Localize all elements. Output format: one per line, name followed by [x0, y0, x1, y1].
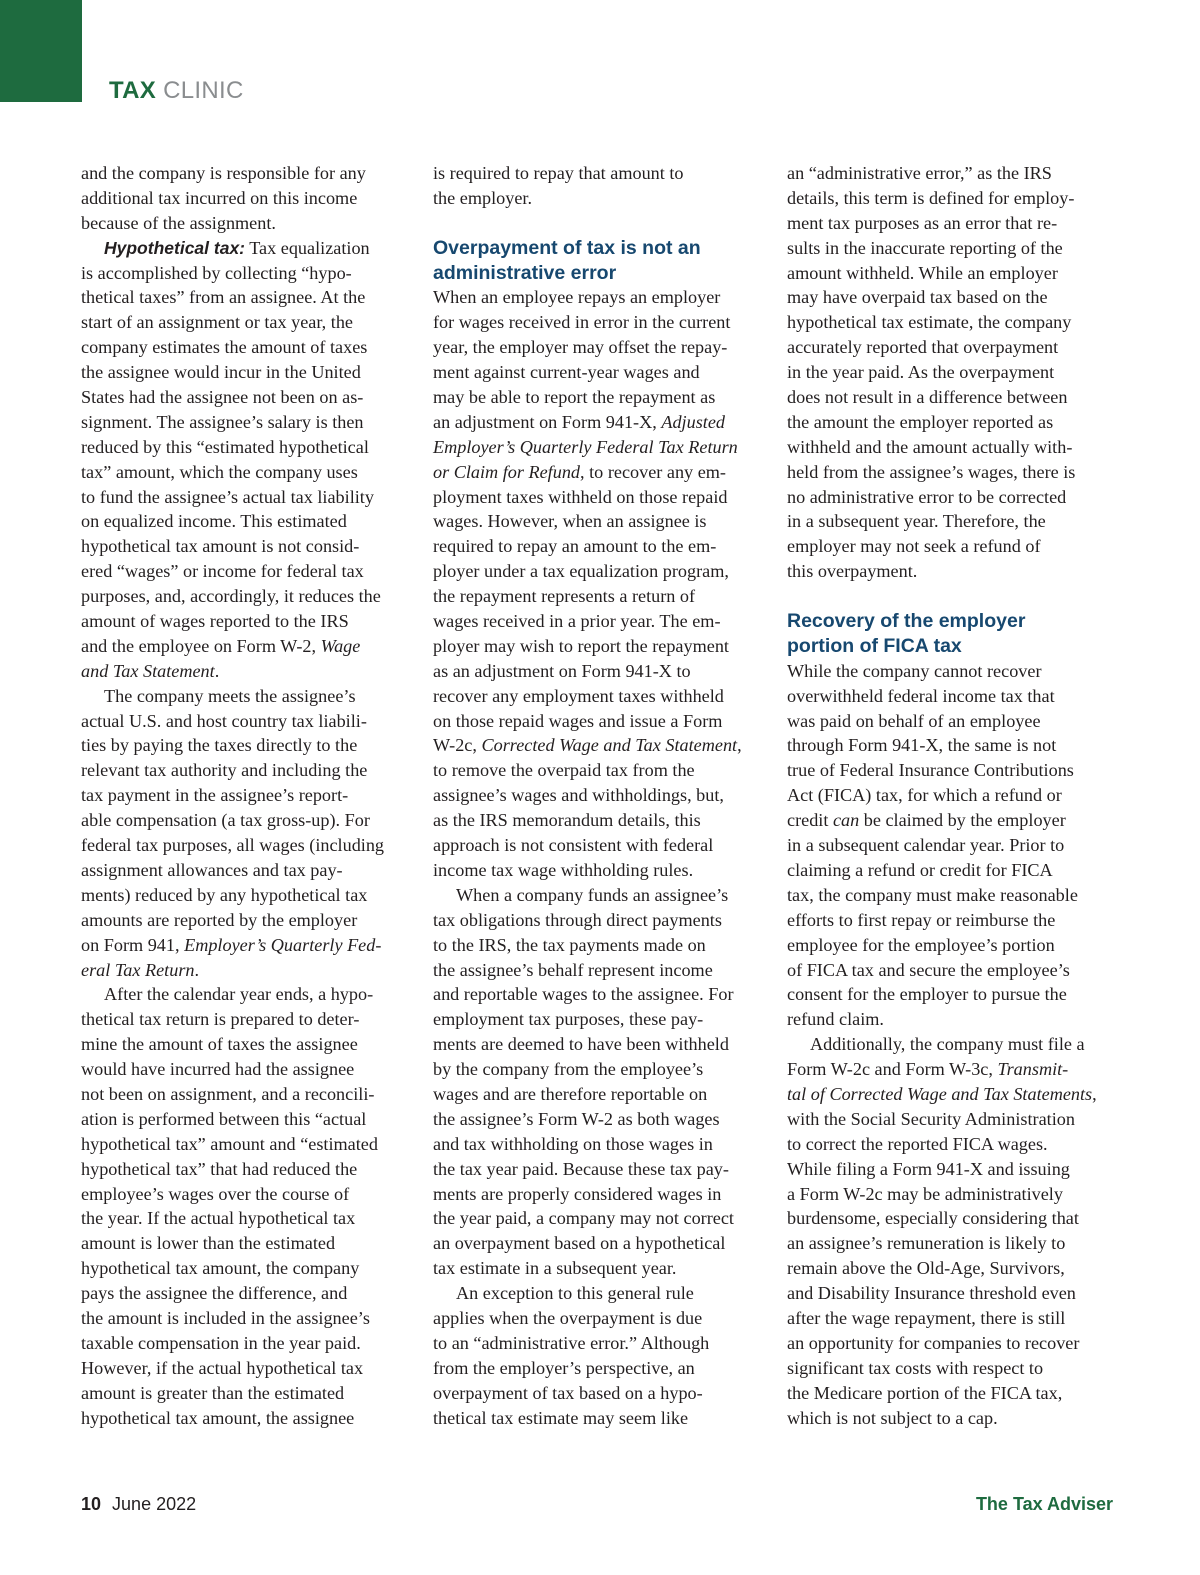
text-line: to the IRS, the tax payments made on	[433, 934, 706, 955]
text-line: details, this term is defined for employ-	[787, 187, 1075, 208]
text-line: may be able to report the repayment as	[433, 387, 716, 408]
text-line: does not result in a difference between	[787, 387, 1068, 408]
text-line: and Tax Statement.	[81, 660, 220, 681]
text-line: an “administrative error,” as the IRS	[787, 163, 1052, 183]
text-line: the assignee’s Form W-2 as both wages	[433, 1108, 720, 1129]
text-line: in the year paid. As the overpayment	[787, 362, 1055, 383]
text-line: hypothetical tax amount is not consid-	[81, 536, 360, 557]
text-line: because of the assignment.	[81, 212, 276, 233]
text-column-1	[81, 161, 411, 1430]
text-line: hypothetical tax” that had reduced the	[81, 1158, 358, 1179]
italic-title: and Tax Statement	[81, 660, 215, 681]
text-line: the amount the employer reported as	[787, 411, 1054, 432]
text-line: efforts to first repay or reimburse the	[787, 909, 1056, 930]
text-line: amount is greater than the estimated	[81, 1382, 345, 1403]
text-line: assignment allowances and tax pay-	[81, 859, 343, 880]
text-line: accurately reported that overpayment	[787, 337, 1059, 358]
text-line: to correct the reported FICA wages.	[787, 1133, 1048, 1154]
text-line: the year. If the actual hypothetical tax	[81, 1208, 356, 1229]
text-line: income tax wage withholding rules.	[433, 859, 694, 880]
text-line: ered “wages” or income for federal tax	[81, 561, 364, 582]
text-line: the year paid, a company may not correct	[433, 1208, 734, 1229]
text-line: as an adjustment on Form 941-X to	[433, 660, 691, 681]
text-line: company estimates the amount of taxes	[81, 337, 368, 358]
text-line: hypothetical tax estimate, the company	[787, 312, 1072, 333]
page-number: 10	[81, 1494, 102, 1514]
text-line: the assignee’s behalf represent income	[433, 959, 713, 980]
text-column-2	[433, 161, 763, 1430]
text-line: While filing a Form 941-X and issuing	[787, 1158, 1070, 1179]
text-line: and tax withholding on those wages in	[433, 1133, 713, 1154]
text-line: the repayment represents a return of	[433, 586, 696, 607]
text-line: in a subsequent year. Therefore, the	[787, 511, 1046, 532]
text-line: tax obligations through direct payments	[433, 909, 722, 930]
text-line: an adjustment on Form 941-X, Adjusted	[433, 411, 725, 432]
text-line: thetical taxes” from an assignee. At the	[81, 287, 366, 308]
text-line: employer may not seek a refund of	[787, 536, 1041, 557]
italic-title: can	[832, 810, 860, 831]
text-line: no administrative error to be corrected	[787, 486, 1067, 507]
italic-title: or Claim for Refund	[433, 461, 581, 482]
text-line: is accomplished by collecting “hypo-	[81, 262, 352, 283]
text-line: after the wage repayment, there is still	[787, 1307, 1066, 1328]
text-line: in a subsequent calendar year. Prior to	[787, 835, 1065, 856]
text-line: When a company funds an assignee’s	[456, 884, 729, 905]
text-line: When an employee repays an employer	[433, 287, 721, 308]
text-line: an assignee’s remuneration is likely to	[787, 1233, 1066, 1254]
text-line	[433, 435, 763, 460]
issue-date: June 2022	[112, 1494, 197, 1514]
text-line: ployment taxes withheld on those repaid	[433, 486, 728, 507]
text-line: burdensome, especially considering that	[787, 1208, 1079, 1229]
text-line: thetical tax estimate may seem like	[433, 1407, 689, 1428]
text-line: employment tax purposes, these pay-	[433, 1009, 704, 1030]
text-line: overwithheld federal income tax that	[787, 685, 1055, 706]
text-line: credit can be claimed by the employer	[787, 810, 1066, 831]
text-line: able compensation (a tax gross-up). For	[81, 810, 370, 831]
text-line: would have incurred had the assignee	[81, 1059, 355, 1080]
text-line: However, if the actual hypothetical tax	[81, 1357, 364, 1378]
text-line: thetical tax return is prepared to deter-	[81, 1009, 360, 1030]
text-line: ployer under a tax equalization program,	[433, 561, 729, 582]
text-line: tax, the company must make reasonable	[787, 884, 1078, 905]
text-line: additional tax incurred on this income	[81, 187, 358, 208]
text-line: ties by paying the taxes directly to the	[81, 735, 358, 756]
italic-title: Adjusted	[661, 411, 725, 432]
text-line: amount is lower than the estimated	[81, 1233, 336, 1254]
text-line: States had the assignee not been on as-	[81, 387, 364, 408]
text-line: ment tax purposes as an error that re-	[787, 212, 1058, 233]
text-line: on Form 941, Employer’s Quarterly Fed-	[81, 934, 382, 955]
section-color-block	[0, 0, 82, 102]
text-line: amount of wages reported to the IRS	[81, 611, 349, 632]
text-line: W-2c, Corrected Wage and Tax Statement,	[433, 735, 742, 756]
text-line: by the company from the employee’s	[433, 1059, 704, 1080]
text-line: employee’s wages over the course of	[81, 1183, 350, 1204]
text-line: remain above the Old-Age, Survivors,	[787, 1258, 1065, 1279]
text-line: and reportable wages to the assignee. For	[433, 984, 734, 1005]
text-line: eral Tax Return.	[81, 959, 200, 980]
text-line: Act (FICA) tax, for which a refund or	[787, 785, 1062, 806]
subheading-line: portion of FICA tax	[787, 634, 962, 657]
italic-title: eral Tax Return	[81, 959, 195, 980]
text-line: held from the assignee’s wages, there is	[787, 461, 1076, 482]
text-line: and the company is responsible for any	[81, 163, 366, 183]
text-line: actual U.S. and host country tax liabili-	[81, 710, 367, 731]
text-line: significant tax costs with respect to	[787, 1357, 1044, 1378]
paragraph-gap	[433, 211, 763, 236]
text-line: the employer.	[433, 187, 532, 208]
italic-title: Wage	[320, 635, 361, 656]
text-line: true of Federal Insurance Contributions	[787, 760, 1074, 781]
text-line: tax estimate in a subsequent year.	[433, 1258, 677, 1279]
text-line: consent for the employer to pursue the	[787, 984, 1067, 1005]
text-line: the amount is included in the assignee’s	[81, 1307, 370, 1328]
text-line: ments are deemed to have been withheld	[433, 1034, 729, 1055]
text-line: Hypothetical tax: Tax equalization	[104, 237, 370, 258]
text-line: ments are properly considered wages in	[433, 1183, 722, 1204]
text-line: wages. However, when an assignee is	[433, 511, 707, 532]
text-line: recover any employment taxes withheld	[433, 685, 724, 706]
publication-name: The Tax Adviser	[975, 1494, 1113, 1514]
text-line: as the IRS memorandum details, this	[433, 810, 701, 831]
text-line: to an “administrative error.” Although	[433, 1332, 710, 1353]
text-line: is required to repay that amount to	[433, 163, 684, 183]
subheading-line: Overpayment of tax is not an	[433, 236, 701, 259]
text-line: sults in the inaccurate reporting of the	[787, 237, 1063, 258]
text-line: was paid on behalf of an employee	[787, 710, 1041, 731]
text-line: wages received in a prior year. The em-	[433, 611, 721, 632]
text-line: hypothetical tax” amount and “estimated	[81, 1133, 378, 1154]
text-line: claiming a refund or credit for FICA	[787, 859, 1053, 880]
text-line: an opportunity for companies to recover	[787, 1332, 1080, 1353]
text-line: may have overpaid tax based on the	[787, 287, 1048, 308]
text-line: relevant tax authority and including the	[81, 760, 368, 781]
text-line: Form W-2c and Form W-3c, Transmit-	[787, 1059, 1069, 1080]
text-line: through Form 941-X, the same is not	[787, 735, 1057, 756]
text-line: the Medicare portion of the FICA tax,	[787, 1382, 1063, 1403]
text-line: of FICA tax and secure the employee’s	[787, 959, 1070, 980]
text-line: on equalized income. This estimated	[81, 511, 347, 532]
text-line: an overpayment based on a hypothetical	[433, 1233, 726, 1254]
paragraph-gap	[787, 584, 1117, 609]
text-line: from the employer’s perspective, an	[433, 1357, 695, 1378]
text-line: the assignee would incur in the United	[81, 362, 361, 383]
text-line: assignee’s wages and withholdings, but,	[433, 785, 724, 806]
text-line: the tax year paid. Because these tax pay-	[433, 1158, 729, 1179]
text-line: and the employee on Form W-2, Wage	[81, 635, 361, 656]
text-line: The company meets the assignee’s	[104, 685, 356, 706]
section-label	[109, 76, 244, 106]
run-in-heading: Hypothetical tax:	[104, 237, 245, 258]
text-line: to remove the overpaid tax from the	[433, 760, 695, 781]
text-line: required to repay an amount to the em-	[433, 536, 717, 557]
section-label-light: CLINIC	[163, 77, 244, 104]
text-line: federal tax purposes, all wages (including	[81, 835, 385, 856]
italic-title: tal of Corrected Wage and Tax Statements	[787, 1083, 1093, 1104]
text-line: ments) reduced by any hypothetical tax	[81, 884, 368, 905]
text-line: After the calendar year ends, a hypo-	[104, 984, 374, 1005]
text-line: on those repaid wages and issue a Form	[433, 710, 723, 731]
text-line: While the company cannot recover	[787, 660, 1042, 681]
italic-title: Employer’s Quarterly Fed-	[184, 934, 382, 955]
text-line: hypothetical tax amount, the assignee	[81, 1407, 355, 1428]
text-line: ment against current-year wages and	[433, 362, 700, 383]
text-line: refund claim.	[787, 1009, 884, 1030]
text-line: for wages received in error in the current	[433, 312, 731, 333]
text-line: purposes, and, accordingly, it reduces the	[81, 586, 381, 607]
text-line: ation is performed between this “actual	[81, 1108, 367, 1129]
text-line: An exception to this general rule	[456, 1283, 694, 1304]
text-line: year, the employer may offset the repay-	[433, 337, 728, 358]
text-line: taxable compensation in the year paid.	[81, 1332, 361, 1353]
text-line: pays the assignee the difference, and	[81, 1283, 348, 1304]
text-line: with the Social Security Administration	[787, 1108, 1075, 1129]
text-line: employee for the employee’s portion	[787, 934, 1055, 955]
text-line: start of an assignment or tax year, the	[81, 312, 353, 333]
text-column-3	[787, 161, 1117, 1430]
page-footer-left	[81, 1494, 196, 1515]
text-line: a Form W-2c may be administratively	[787, 1183, 1063, 1204]
text-line: amounts are reported by the employer	[81, 909, 358, 930]
text-line: and Disability Insurance threshold even	[787, 1283, 1076, 1304]
text-line: to fund the assignee’s actual tax liability	[81, 486, 374, 507]
text-line: tax payment in the assignee’s report-	[81, 785, 349, 806]
text-line: ployer may wish to report the repayment	[433, 635, 729, 656]
text-line: approach is not consistent with federal	[433, 835, 714, 856]
italic-title: Employer’s Quarterly Federal Tax Return	[433, 436, 738, 457]
subheading-line: administrative error	[433, 261, 617, 284]
text-line: not been on assignment, and a reconcili-	[81, 1083, 375, 1104]
text-line: wages and are therefore reportable on	[433, 1083, 708, 1104]
text-line: which is not subject to a cap.	[787, 1407, 998, 1428]
text-line: hypothetical tax amount, the company	[81, 1258, 360, 1279]
text-line: applies when the overpayment is due	[433, 1307, 703, 1328]
text-line: reduced by this “estimated hypothetical	[81, 436, 369, 457]
section-label-bold: TAX	[109, 77, 157, 104]
text-line: tax” amount, which the company uses	[81, 461, 358, 482]
text-line: mine the amount of taxes the assignee	[81, 1034, 358, 1055]
text-line: amount withheld. While an employer	[787, 262, 1058, 283]
italic-title: Transmit-	[997, 1059, 1069, 1080]
text-line: overpayment of tax based on a hypo-	[433, 1382, 703, 1403]
text-line: Additionally, the company must file a	[810, 1034, 1085, 1055]
subheading-line: Recovery of the employer	[787, 610, 1026, 633]
text-line: withheld and the amount actually with-	[787, 436, 1073, 457]
italic-title: Corrected Wage and Tax Statement	[481, 735, 738, 756]
text-line: or Claim for Refund, to recover any em-	[433, 461, 726, 482]
text-line: this overpayment.	[787, 561, 918, 582]
text-line: tal of Corrected Wage and Tax Statements,	[787, 1083, 1097, 1104]
text-line: signment. The assignee’s salary is then	[81, 411, 364, 432]
